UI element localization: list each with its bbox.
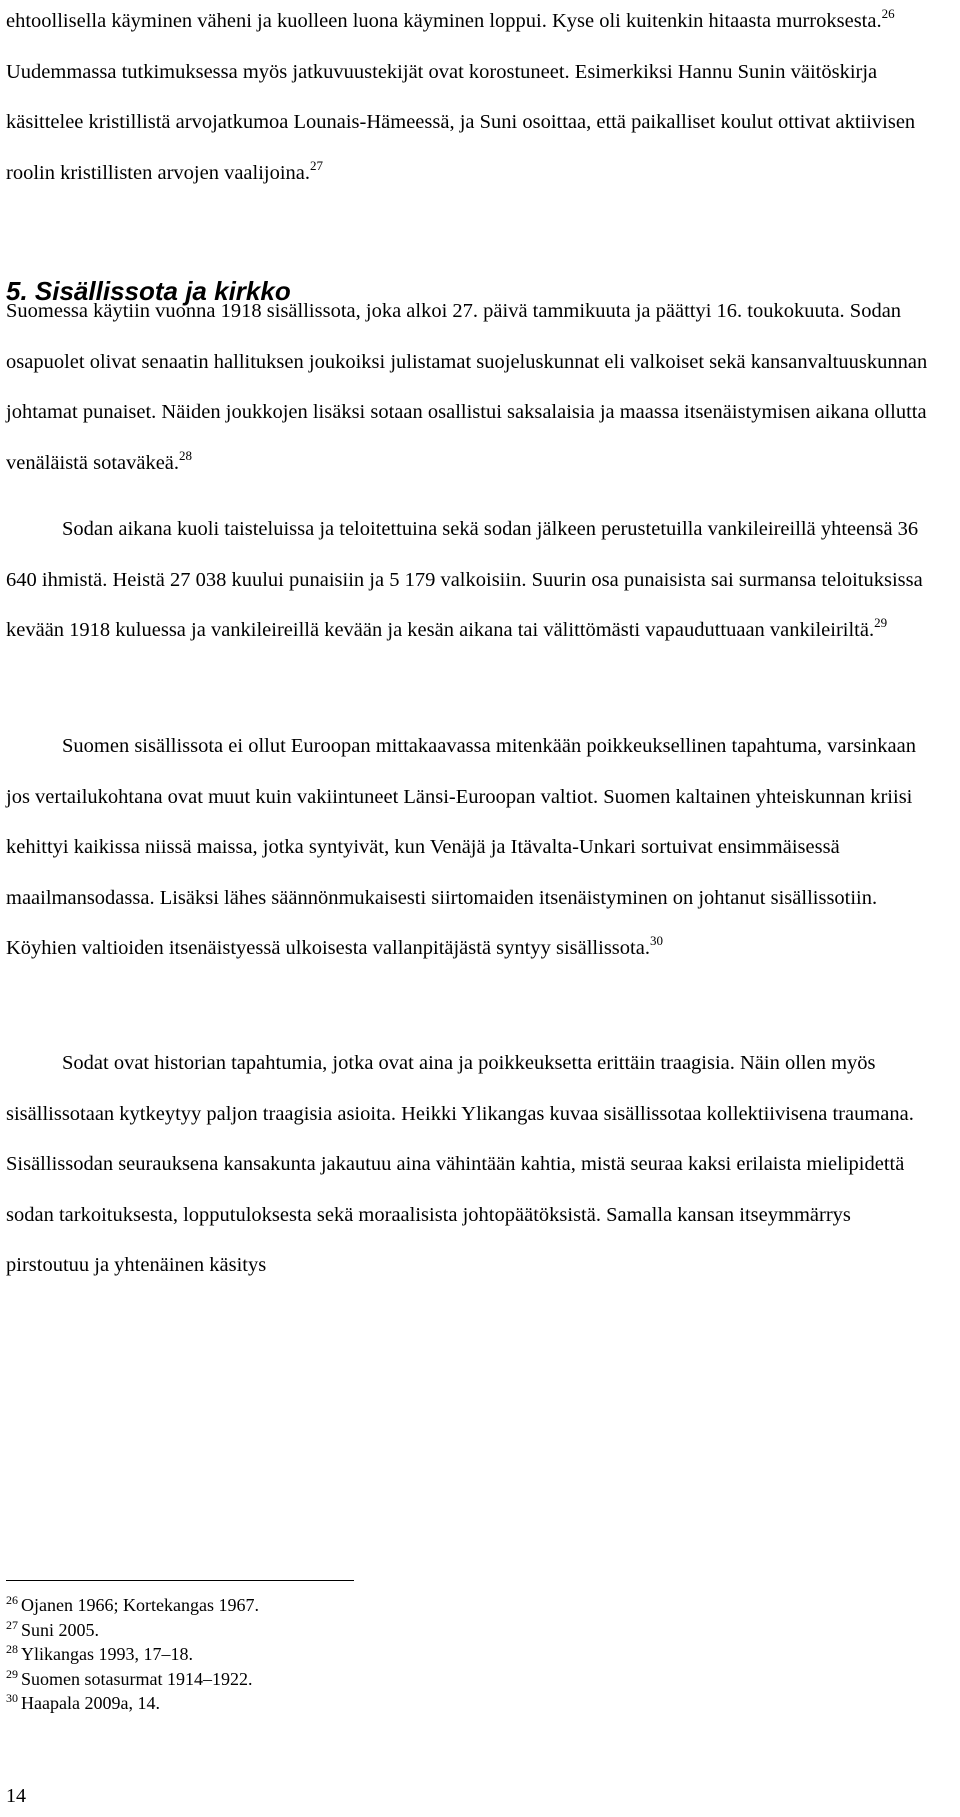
footnote-number: 28 bbox=[6, 1642, 18, 1656]
paragraph-text: ehtoollisella käyminen väheni ja kuolleen luona käyminen loppui. Kyse oli kuitenkin hitaasta murroksesta. bbox=[6, 10, 882, 32]
footnote-number: 30 bbox=[6, 1691, 18, 1705]
footnotes-list bbox=[6, 1593, 259, 1716]
paragraph-text: Uudemmassa tutkimuksessa myös jatkuvuustekijät ovat korostuneet. Esimerkiksi Hannu Sunin väitöskirja käsittelee kristillistä arvojatkumoa Lounais-Hämeessä, ja Suni osoittaa, että paikalliset koulut ottivat aktiivisen roolin kristillisten arvojen vaalijoina. bbox=[6, 60, 916, 184]
footnote-text: Suomen sotasurmat 1914–1922. bbox=[21, 1668, 253, 1689]
intro-paragraph bbox=[6, 0, 936, 198]
paragraph-4 bbox=[6, 1038, 936, 1291]
footnote-text: Ylikangas 1993, 17–18. bbox=[21, 1644, 193, 1664]
footnote-reference[interactable]: 29 bbox=[874, 615, 888, 630]
footnote-reference[interactable]: 27 bbox=[310, 157, 324, 173]
footnote-number: 27 bbox=[6, 1617, 18, 1632]
paragraph-2 bbox=[6, 504, 936, 656]
footnote-item bbox=[6, 1667, 259, 1692]
footnote-text: Haapala 2009a, 14. bbox=[21, 1693, 160, 1713]
paragraph-text: Suomen sisällissota ei ollut Euroopan mittakaavassa mitenkään poikkeuksellinen tapahtuma, varsinkaan jos vertailukohtana ovat muut kuin vakiintuneet Länsi-Euroopan valtiot. Suomen kaltainen yhteiskunnan kriisi kehittyi kaikissa niissä maissa, jotka syntyivät, kun Venäjä ja Itävalta-Unkari sortuivat ensimmäisessä maailmansodassa. Lisäksi lähes säännönmukaisesti siirtomaiden itsenäistyminen on johtanut sisällissotiin. Köyhien valtioiden itsenäistyessä ulkoisesta vallanpitäjästä syntyy sisällissota. bbox=[6, 735, 916, 959]
footnote-reference[interactable]: 28 bbox=[179, 447, 193, 463]
footnote-item bbox=[6, 1642, 259, 1667]
footnote-separator bbox=[6, 1580, 354, 1581]
paragraph-text: Suomessa käytiin vuonna 1918 sisällissota, joka alkoi 27. päivä tammikuuta ja päättyi 16. toukokuuta. Sodan osapuolet olivat senaatin hallituksen joukoiksi julistamat suojeluskunnat eli valkoiset sekä kansanvaltuuskunnan johtamat punaiset. Näiden joukkojen lisäksi sotaan osallistui saksalaisia ja maassa itsenäistymisen aikana ollutta venäläistä sotaväkeä. bbox=[6, 300, 928, 474]
paragraph-text: Sodan aikana kuoli taisteluissa ja teloitettuina sekä sodan jälkeen perustetuilla vankileireillä yhteensä 36 640 ihmistä. Heistä 27 038 kuului punaisiin ja 5 179 valkoisiin. Suurin osa punaisista sai surmansa teloituksissa kevään 1918 kuluessa ja vankileireillä kevään ja kesän aikana tai välittömästi vapauduttuaan vankileiriltä. bbox=[6, 518, 923, 641]
footnote-reference[interactable]: 30 bbox=[649, 933, 663, 948]
paragraph-1 bbox=[6, 286, 936, 488]
footnote-item bbox=[6, 1593, 259, 1618]
footnote-number: 26 bbox=[6, 1593, 18, 1607]
paragraph-3 bbox=[6, 721, 936, 974]
paragraph-text: Sodat ovat historian tapahtumia, jotka ovat aina ja poikkeuksetta erittäin traagisia. Näin ollen myös sisällissotaan kytkeytyy paljon traagisia asioita. Heikki Ylikangas kuvaa sisällissotaa kollektiivisena traumana. Sisällissodan seurauksena kansakunta jakautuu aina vähintään kahtia, mistä seuraa kaksi erilaista mielipidettä sodan tarkoituksesta, lopputuloksesta sekä moraalisista johtopäätöksistä. Samalla kansan itseymmärrys pirstoutuu ja yhtenäinen käsitys bbox=[6, 1052, 914, 1276]
footnote-text: Ojanen 1966; Kortekangas 1967. bbox=[21, 1595, 259, 1615]
section-heading: 5. Sisällissota ja kirkko bbox=[6, 276, 291, 306]
footnote-text: Suni 2005. bbox=[21, 1619, 100, 1640]
footnote-reference[interactable]: 26 bbox=[881, 6, 895, 21]
page-number: 14 bbox=[6, 1785, 26, 1807]
footnote-item bbox=[6, 1618, 259, 1643]
footnote-item bbox=[6, 1691, 259, 1716]
footnote-number: 29 bbox=[6, 1666, 18, 1681]
